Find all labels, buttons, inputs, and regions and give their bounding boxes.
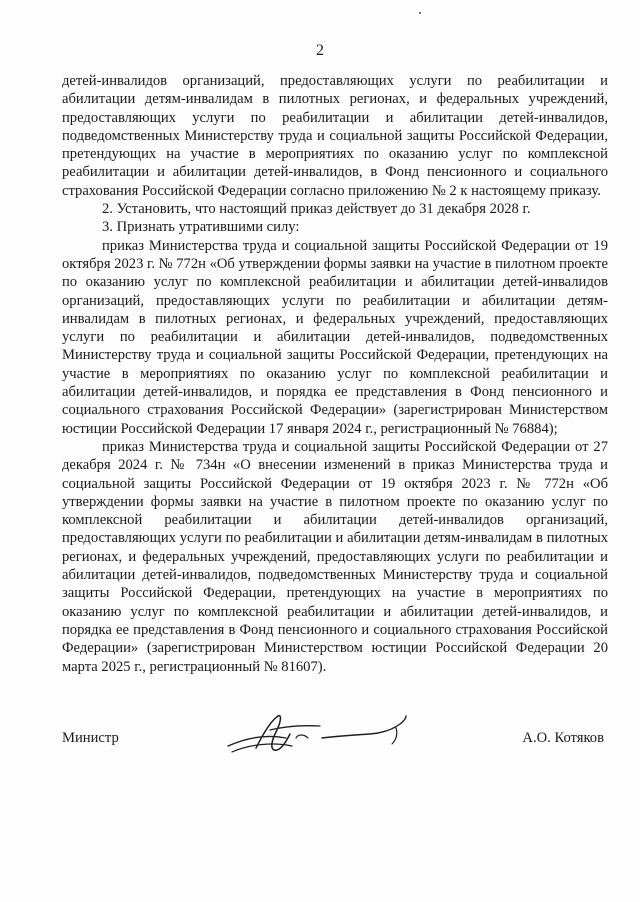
paragraph-repealed-order-772n: приказ Министерства труда и социальной защиты Российской Федерации от 19 октября 2023 г. № 772н «Об утверждении формы заявки на участие в пилотном проекте по оказанию услуг по комплексной реабилитации и абилитации детей-инвалидов организаций, предоставляющих услуги по реабилитации и абилитации детям-инвалидам в пилотных регионах, и федеральных учреждений, предоставляющих услуги по реабилитации и абилитации детей-инвалидов, подведомственных Министерству труда и социальной защиты Российской Федерации, претендующих на участие в мероприятиях по оказанию услуг по комплексной реабилитации и абилитации детей-инвалидов, и порядка ее представления в Фонд пенсионного и социального страхования Российской Федерации» (зарегистрирован Министерством юстиции Российской Федерации 17 января 2024 г., регистрационный № 76884);	[62, 237, 608, 437]
document-body	[62, 72, 608, 676]
page-number: 2	[316, 42, 324, 59]
paragraph-repealed-order-734n: приказ Министерства труда и социальной защиты Российской Федерации от 27 декабря 2024 г. № 734н «О внесении изменений в приказ Министерства труда и социальной защиты Российской Федерации от 19 октября 2023 г. № 772н «Об утверждении формы заявки на участие в пилотном проекте по оказанию услуг по комплексной реабилитации и абилитации детей-инвалидов организаций, предоставляющих услуги по реабилитации и абилитации детям-инвалидам в пилотных регионах, и федеральных учреждений, предоставляющих услуги по реабилитации и абилитации детей-инвалидов, подведомственных Министерству труда и социальной защиты Российской Федерации, претендующих на участие в мероприятиях по оказанию услуг по комплексной реабилитации и абилитации детей-инвалидов, и порядка ее представления в Фонд пенсионного и социального страхования Российской Федерации» (зарегистрирован Министерством юстиции Российской Федерации 20 марта 2025 г., регистрационный № 81607).	[62, 438, 608, 675]
signatory-name: А.О. Котяков	[522, 730, 604, 746]
signature-block	[62, 708, 608, 768]
scan-speck	[419, 12, 421, 14]
paragraph-clause-2: 2. Установить, что настоящий приказ действует до 31 декабря 2028 г.	[102, 201, 531, 218]
paragraph-continuation: детей-инвалидов организаций, предоставляющих услуги по реабилитации и абилитации детям-инвалидам в пилотных регионах, и федеральных учреждений, предоставляющих услуги по реабилитации и абилитации детей-инвалидов, подведомственных Министерству труда и социальной защиты Российской Федерации, претендующих на участие в мероприятиях по оказанию услуг по комплексной реабилитации и абилитации детей-инвалидов, в Фонд пенсионного и социального страхования Российской Федерации согласно приложению № 2 к настоящему приказу.	[62, 73, 608, 199]
handwritten-signature	[226, 708, 416, 758]
signatory-title: Министр	[62, 730, 119, 746]
paragraph-clause-3: 3. Признать утратившими силу:	[102, 219, 300, 236]
